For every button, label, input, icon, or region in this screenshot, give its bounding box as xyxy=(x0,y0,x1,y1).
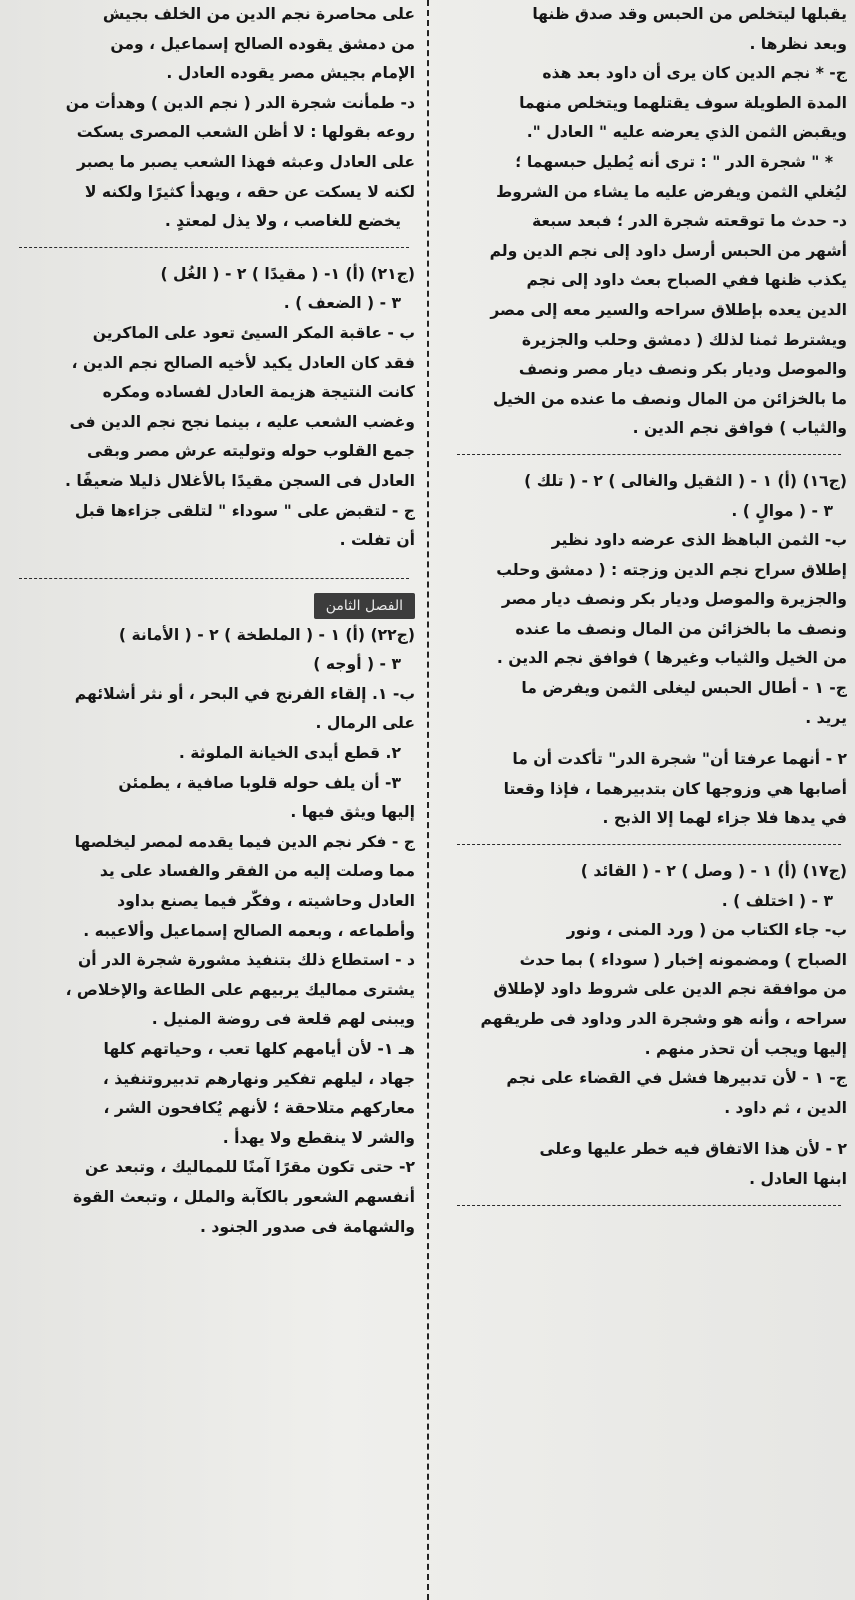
answer-heading: (ج٢١) (أ) ١- ( مقيدًا ) ٢ - ( الغُل ) xyxy=(160,264,415,283)
text-line: ٢- حتى تكون مقرًا آمنًا للمماليك ، وتبعد عن xyxy=(84,1158,415,1177)
text-line: مما وصلت إليه من الفقر والفساد على يد xyxy=(99,862,415,881)
text-line: وأطماعه ، وبعمه الصالح إسماعيل وألاعيبه . xyxy=(83,921,415,940)
text-line: من الخيل والثياب وغيرها ) فوافق نجم الدين . xyxy=(496,649,847,668)
section-separator xyxy=(19,247,409,248)
text-line: يكذب ظنها ففي الصباح بعث داود إلى نجم xyxy=(526,271,847,290)
text-line: المدة الطويلة سوف يقتلهما ويتخلص منهما xyxy=(519,93,847,112)
text-line: ليُغلي الثمن ويفرض عليه ما يشاء من الشروط xyxy=(496,182,847,201)
text-line: والشر لا ينقطع ولا يهدأ . xyxy=(222,1128,415,1147)
section-separator xyxy=(457,454,841,455)
text-line: أن تفلت . xyxy=(339,531,415,550)
text-line: وبعد نظرها . xyxy=(749,34,847,53)
text-line: الصباح ) ومضمونه إخبار ( سوداء ) بما حدث xyxy=(519,950,847,969)
text-line: ٢ - أنهما عرفتا أن" شجرة الدر" تأكدت أن ما xyxy=(512,750,847,769)
text-line: يخضع للغاصب ، ولا يذل لمعتدٍ . xyxy=(164,212,401,231)
spacer xyxy=(443,1123,847,1135)
left-column xyxy=(5,0,415,1600)
text-line: من دمشق يقوده الصالح إسماعيل ، ومن xyxy=(110,34,415,53)
text-line: ٣ - ( الضعف ) . xyxy=(283,294,401,313)
text-line: إليها ويثق فيها . xyxy=(290,803,415,822)
text-line: وغضب الشعب عليه ، بينما نجح نجم الدين فى xyxy=(69,412,415,431)
text-line: هـ ١- لأن أيامهم كلها تعب ، وحياتهم كلها xyxy=(103,1040,415,1058)
text-line: ج - لتقبض على " سوداء " لتلقى جزاءها قبل xyxy=(74,501,415,520)
text-line: ب- الثمن الباهظ الذى عرضه داود نظير xyxy=(551,531,847,550)
text-line: ٣ - ( أوجه ) xyxy=(313,655,401,674)
text-line: العادل وحاشيته ، وفكّر فيما يصنع بداود xyxy=(117,892,415,911)
text-line: الدين يعده بإطلاق سراحه والسير معه إلى مصر xyxy=(490,300,847,319)
answer-heading: (ج١٦) (أ) ١ - ( الثقيل والغالى ) ٢ - ( تلك ) xyxy=(524,471,847,490)
text-line: أشهر من الحبس أرسل داود إلى نجم الدين ولم xyxy=(489,241,847,260)
chapter-label: الفصل الثامن xyxy=(314,593,415,619)
text-line: ٣ - ( اختلف ) . xyxy=(721,891,833,910)
section-separator xyxy=(457,1205,841,1206)
spacer xyxy=(443,733,847,745)
section-separator xyxy=(19,578,409,579)
text-line: ب- ١. إلقاء الفرنج في البحر ، أو نثر أشلائهم xyxy=(74,684,415,703)
text-line: على الرمال . xyxy=(315,714,415,733)
text-line: * " شجرة الدر " : ترى أنه يُطيل حبسهما ؛ xyxy=(515,152,833,171)
text-line: سراحه ، وأنه هو وشجرة الدر وداود فى طريقهم xyxy=(480,1010,847,1028)
text-line: د- طمأنت شجرة الدر ( نجم الدين ) وهدأت من xyxy=(65,93,415,112)
text-line: كانت النتيجة هزيمة العادل لفساده ومكره xyxy=(102,383,415,402)
text-line: ج- ١ - أطال الحبس ليغلى الثمن ويفرض ما xyxy=(521,679,847,698)
text-line: ويقبض الثمن الذي يعرضه عليه " العادل ". xyxy=(526,123,847,142)
column-divider xyxy=(427,0,429,1600)
text-line: والموصل وديار بكر ونصف ديار مصر ونصف xyxy=(518,360,847,379)
text-line: ب- جاء الكتاب من ( ورد المنى ، ونور xyxy=(566,921,847,940)
text-line: ٣- أن يلف حوله قلوبا صافية ، يطمئن xyxy=(118,773,401,792)
text-line: في يدها فلا جزاء لهما إلا الذبح . xyxy=(602,809,847,828)
text-line: ما بالخزائن من المال ونصف ما عنده من الخيل xyxy=(492,389,847,408)
text-line: ب - عاقبة المكر السيئ تعود على الماكرين xyxy=(92,323,415,342)
text-line: والثياب ) فوافق نجم الدين . xyxy=(632,419,847,438)
text-line: روعه بقولها : لا أظن الشعب المصرى يسكت xyxy=(76,123,415,142)
text-line: ج - فكر نجم الدين فيما يقدمه لمصر ليخلصها xyxy=(74,832,415,851)
text-line: على العادل وعبثه فهذا الشعب يصبر ما يصبر xyxy=(76,152,415,171)
answer-heading: (ج٢٢) (أ) ١ - ( الملطخة ) ٢ - ( الأمانة ) xyxy=(118,625,415,644)
text-line: أنفسهم الشعور بالكآبة والملل ، وتبعث القوة xyxy=(73,1187,415,1206)
text-line: والجزيرة والموصل وديار بكر ونصف ديار مصر xyxy=(501,590,847,609)
text-line: من موافقة نجم الدين على شروط داود لإطلاق xyxy=(493,980,847,999)
text-line: د - استطاع ذلك بتنفيذ مشورة شجرة الدر أن xyxy=(77,951,415,970)
text-line: يقبلها ليتخلص من الحبس وقد صدق ظنها xyxy=(532,5,847,23)
right-column xyxy=(443,0,847,1600)
text-line: أصابها هي وزوجها كان بتدبيرهما ، فإذا وقعتا xyxy=(503,779,847,798)
text-line: معاركهم متلاحقة ؛ لأنهم يُكافحون الشر ، xyxy=(103,1099,415,1118)
text-line: ٢ - لأن هذا الاتفاق فيه خطر عليها وعلى xyxy=(539,1140,847,1159)
text-line: ويبنى لهم قلعة فى روضة المنيل . xyxy=(151,1010,415,1029)
section-separator xyxy=(457,844,841,845)
text-line: جمع القلوب حوله وتوليته عرش مصر وبقى xyxy=(87,442,415,461)
text-line: فقد كان العادل يكيد لأخيه الصالح نجم الدين ، xyxy=(71,353,415,372)
text-line: ج- ١ - لأن تدبيرها فشل في القضاء على نجم xyxy=(506,1069,847,1088)
text-line: العادل فى السجن مقيدًا بالأغلال ذليلا ضعيفًا . xyxy=(65,471,415,490)
text-line: د- حدث ما توقعته شجرة الدر ؛ فبعد سبعة xyxy=(531,212,847,231)
text-line: والشهامة فى صدور الجنود . xyxy=(200,1217,415,1236)
text-line: ابنها العادل . xyxy=(749,1169,847,1188)
text-line: إليها ويجب أن تحذر منهم . xyxy=(644,1039,847,1058)
text-line: إطلاق سراح نجم الدين وزجته : ( دمشق وحلب xyxy=(496,560,847,579)
text-line: على محاصرة نجم الدين من الخلف بجيش xyxy=(102,5,415,23)
text-line: جهاد ، ليلهم تفكير ونهارهم تدبيروتنفيذ ، xyxy=(102,1069,415,1088)
text-line: يشترى مماليك يربيهم على الطاعة والإخلاص ، xyxy=(65,980,415,999)
text-line: ٣ - ( موالٍ ) . xyxy=(731,501,833,520)
text-line: الإمام بجيش مصر يقوده العادل . xyxy=(166,64,415,83)
text-line: الدين ، ثم داود . xyxy=(724,1098,847,1117)
text-line: يريد . xyxy=(805,708,847,727)
text-line: ويشترط ثمنا لذلك ( دمشق وحلب والجزيرة xyxy=(521,330,847,349)
text-line: ونصف ما بالخزائن من المال ونصف ما عنده xyxy=(515,619,847,638)
answer-heading: (ج١٧) (أ) ١ - ( وصل ) ٢ - ( القائد ) xyxy=(580,862,847,881)
text-line: ج- * نجم الدين كان يرى أن داود بعد هذه xyxy=(542,64,847,83)
text-line: لكنه لا يسكت عن حقه ، ويهدأ كثيرًا ولكنه لا xyxy=(84,182,415,201)
text-line: ٢. قطع أيدى الخيانة الملوثة . xyxy=(178,744,401,763)
